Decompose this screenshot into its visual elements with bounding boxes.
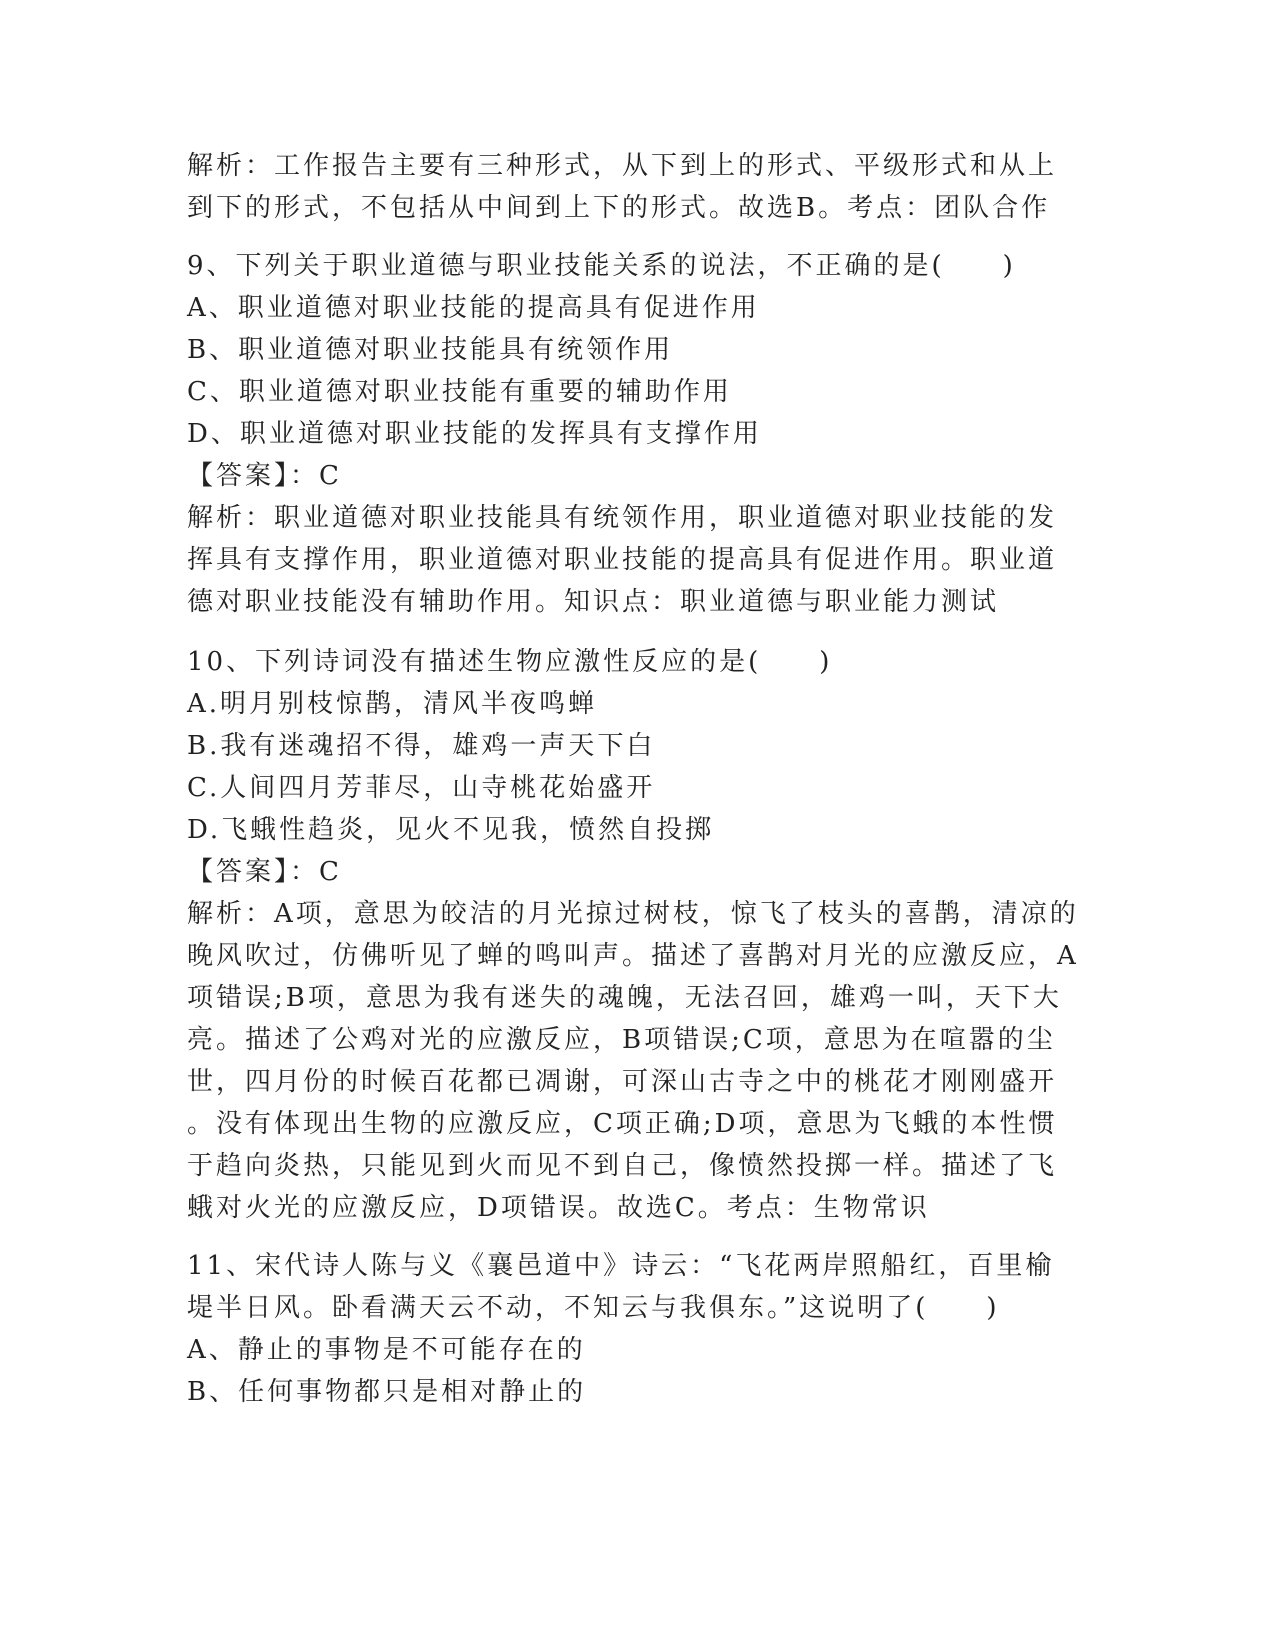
explanation-text: 。没有体现出生物的应激反应，C项正确;D项，意思为飞蛾的本性惯 (187, 1109, 1058, 1139)
question-11: 11、宋代诗人陈与义《襄邑道中》诗云：“飞花两岸照船红，百里榆 (187, 1251, 1055, 1281)
explanation-text: 于趋向炎热，只能见到火而见不到自己，像愤然投掷一样。描述了飞 (187, 1151, 1058, 1181)
explanation-text: 解析：A项，意思为皎洁的月光掠过树枝，惊飞了枝头的喜鹊，清凉的 (187, 899, 1079, 929)
explanation-text: 解析：职业道德对职业技能具有统领作用，职业道德对职业技能的发 (187, 503, 1058, 533)
explanation-text: 蛾对火光的应激反应，D项错误。故选C。考点：生物常识 (187, 1193, 930, 1223)
option-b: B.我有迷魂招不得，雄鸡一声天下白 (187, 731, 656, 761)
explanation-text: 挥具有支撑作用，职业道德对职业技能的提高具有促进作用。职业道 (187, 545, 1058, 575)
explanation-text: 到下的形式，不包括从中间到上下的形式。故选B。考点：团队合作 (187, 193, 1051, 223)
explanation-text: 项错误;B项，意思为我有迷失的魂魄，无法召回，雄鸡一叫，天下大 (187, 983, 1062, 1013)
answer: 【答案】：C (187, 461, 342, 491)
option-a: A、静止的事物是不可能存在的 (187, 1335, 586, 1365)
question-9: 9、下列关于职业道德与职业技能关系的说法，不正确的是( ) (187, 251, 1016, 281)
option-b: B、职业道德对职业技能具有统领作用 (187, 335, 674, 365)
explanation-text: 德对职业技能没有辅助作用。知识点：职业道德与职业能力测试 (187, 587, 1000, 617)
question-11-continued: 堤半日风。卧看满天云不动，不知云与我俱东。”这说明了( ) (187, 1293, 1000, 1323)
question-10: 10、下列诗词没有描述生物应激性反应的是( ) (187, 647, 833, 677)
option-c: C.人间四月芳菲尽，山寺桃花始盛开 (187, 773, 656, 803)
option-b: B、任何事物都只是相对静止的 (187, 1377, 587, 1407)
option-c: C、职业道德对职业技能有重要的辅助作用 (187, 377, 732, 407)
answer: 【答案】：C (187, 857, 342, 887)
option-a: A、职业道德对职业技能的提高具有促进作用 (187, 293, 760, 323)
option-a: A.明月别枝惊鹊，清风半夜鸣蝉 (187, 689, 598, 719)
option-d: D.飞蛾性趋炎，见火不见我，愤然自投掷 (187, 815, 715, 845)
explanation-text: 亮。描述了公鸡对光的应激反应，B项错误;C项，意思为在喧嚣的尘 (187, 1025, 1056, 1055)
explanation-text: 世，四月份的时候百花都已凋谢，可深山古寺之中的桃花才刚刚盛开 (187, 1067, 1058, 1097)
explanation-text: 晚风吹过，仿佛听见了蝉的鸣叫声。描述了喜鹊对月光的应激反应，A (187, 941, 1079, 971)
explanation-text: 解析：工作报告主要有三种形式，从下到上的形式、平级形式和从上 (187, 151, 1058, 181)
option-d: D、职业道德对职业技能的发挥具有支撑作用 (187, 419, 762, 449)
